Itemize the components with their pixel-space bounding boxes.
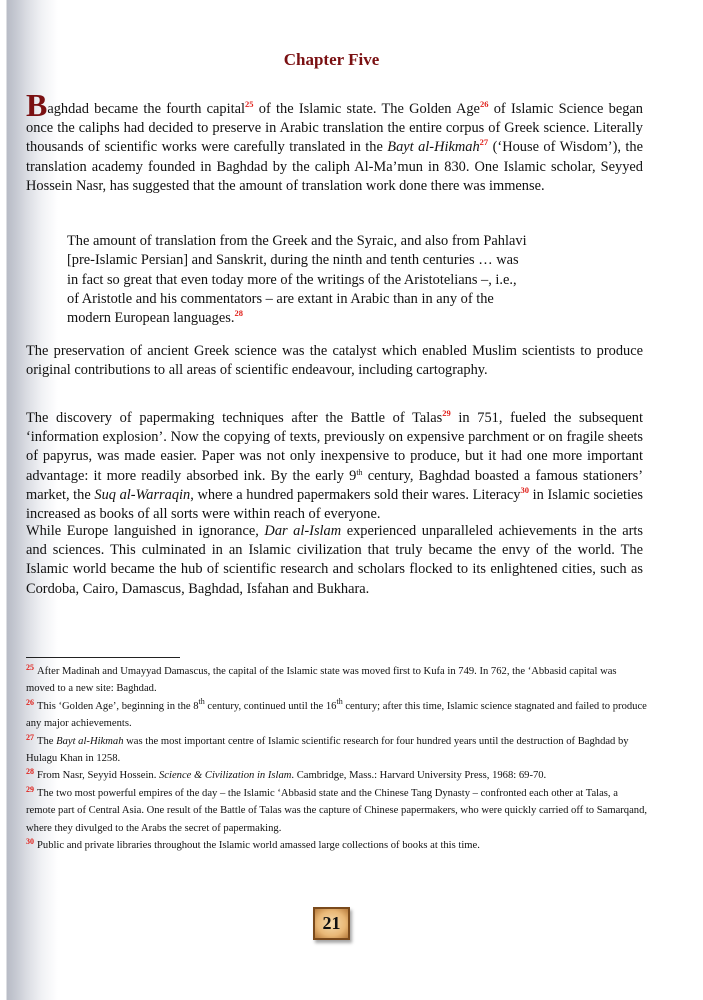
page-number-badge: 21: [313, 907, 350, 940]
paragraph-2: The preservation of ancient Greek science was the catalyst which enabled Muslim scientists to produce original contributions to all areas of scientific endeavour, including cartography.: [26, 343, 643, 379]
paragraph-text: , where a hundred papermakers sold their wares. Literacy: [190, 486, 521, 503]
footnote-text: was the most important centre of Islamic scientific research for four hundred years until the destruction of Baghdad by Hulagu Khan in 1258.: [26, 735, 629, 765]
footnote-30: [26, 837, 648, 854]
paragraph-text: in Islamic societies increased as books of all sorts were within reach of everyone.: [26, 486, 643, 523]
quote-line: [pre-Islamic Persian] and Sanskrit, during the ninth and tenth centuries … was: [67, 252, 519, 269]
footnote-number: 26: [26, 697, 34, 707]
paragraph-4: [26, 522, 643, 599]
footnote-27: [26, 733, 648, 768]
footnotes: [26, 663, 648, 854]
footnote-text: century, continued until the 16: [204, 700, 337, 712]
footnote-number: 29: [26, 784, 34, 794]
block-quote: [67, 232, 537, 328]
paragraph-text: (‘House of Wisdom’), the translation academy founded in Baghdad by the caliph Al-Ma’mun in 830. One Islamic scholar, Seyyed Hossein Nasr, has suggested that the amount of translation work done there was immense.: [26, 139, 643, 194]
footnote-text: The: [37, 735, 57, 747]
footnote-26: [26, 698, 648, 733]
footnote-28: [26, 767, 648, 784]
italic-term: Dar al-Islam: [264, 523, 342, 539]
quote-line: of Aristotle and his commentators – are extant in Arabic than in any of the: [67, 290, 494, 307]
footnote-divider: [26, 657, 180, 658]
paragraph-text: of the Islamic state. The Golden Age: [253, 101, 480, 117]
footnote-number: 30: [26, 837, 34, 847]
footnote-number: 27: [26, 732, 34, 742]
paragraph-text: in 751, fueled the subsequent ‘information explosion’. Now the copying of texts, previously on expensive parchment or on fragile sheets of papyrus, was made easier. Paper was not only inexpensive to produce, but it had one more important advantage: it more readily absorbed ink. By the early 9: [26, 410, 643, 484]
footnote-ref-29[interactable]: 29: [442, 408, 451, 418]
footnote-ref-26[interactable]: 26: [479, 99, 489, 109]
ordinal-suffix: th: [356, 467, 363, 477]
footnote-25: [26, 663, 648, 698]
drop-cap: B: [26, 87, 48, 123]
italic-term: Bayt al-Hikmah: [56, 735, 124, 747]
paragraph-text: of Islamic Science began once the caliphs had decided to preserve in Arabic translation the entire corpus of Greek science. Literally thousands of scientific works were carefully translated in the: [26, 101, 643, 156]
footnote-text: This ‘Golden Age’, beginning in the 8: [37, 700, 199, 712]
quote-line-text: modern European languages.: [67, 310, 235, 327]
footnote-ref-28[interactable]: 28: [234, 308, 243, 319]
footnote-29: [26, 785, 648, 837]
quote-line: [67, 309, 537, 328]
footnote-ref-25[interactable]: 25: [245, 99, 254, 109]
ordinal-suffix: th: [198, 696, 205, 706]
footnote-text: century; after this time, Islamic science stagnated and failed to produce any major achievements.: [26, 700, 647, 730]
paragraph-text: aghdad became the fourth capital: [47, 101, 246, 117]
paragraph-text: The discovery of papermaking techniques after the Battle of Talas: [26, 410, 443, 426]
footnote-text: From Nasr, Seyyid Hossein.: [37, 770, 159, 782]
chapter-title: Chapter Five: [283, 50, 380, 69]
quote-line: in fact so great that even today more of the writings of the Aristotelians –, i.e.,: [67, 271, 517, 288]
ordinal-suffix: th: [336, 696, 343, 706]
paragraph-text: While Europe languished in ignorance,: [26, 523, 265, 539]
footnote-ref-27[interactable]: 27: [479, 137, 489, 148]
paragraph-1: [26, 87, 643, 196]
paragraph-3: [26, 409, 643, 524]
footnote-text: . Cambridge, Mass.: Harvard University Press, 1968: 69-70.: [291, 770, 547, 782]
quote-line: The amount of translation from the Greek and the Syraic, and also from Pahlavi: [67, 233, 527, 249]
italic-term: Bayt al-Hikmah: [387, 139, 480, 156]
footnote-number: 25: [26, 663, 34, 672]
footnote-number: 28: [26, 767, 34, 777]
footnote-text: Public and private libraries throughout the Islamic world amassed large collections of books at this time.: [37, 840, 480, 852]
italic-term: Suq al-Warraqin: [94, 486, 191, 503]
footnote-ref-30[interactable]: 30: [520, 484, 530, 495]
book-title: Science & Civilization in Islam: [159, 770, 292, 782]
footnote-text: The two most powerful empires of the day – the Islamic ‘Abbasid state and the Chinese Tang Dynasty – confronted each other at Talas, a remote part of Central Asia. One result of the Battle of Talas was the capture of Chinese papermakers, who were quickly carried off to Samarqand, where they divulged to the Arabs the secret of papermaking.: [26, 787, 648, 834]
footnote-text: After Madinah and Umayyad Damascus, the capital of the Islamic state was moved first to Kufa in 749. In 762, the ‘Abbasid capital was moved to a new site: Baghdad.: [26, 666, 617, 695]
paragraph-text: century, Baghdad boasted a famous stationers’ market, the: [26, 467, 643, 503]
paragraph-text: experienced unparalleled achievements in the arts and sciences. This culminated in an Islamic civilization that truly became the envy of the world. The Islamic world became the hub of scientific research and scholars flocked to its enlightened cities, such as Cordoba, Cairo, Damascus, Baghdad, Isfahan and Bukhara.: [26, 523, 644, 597]
